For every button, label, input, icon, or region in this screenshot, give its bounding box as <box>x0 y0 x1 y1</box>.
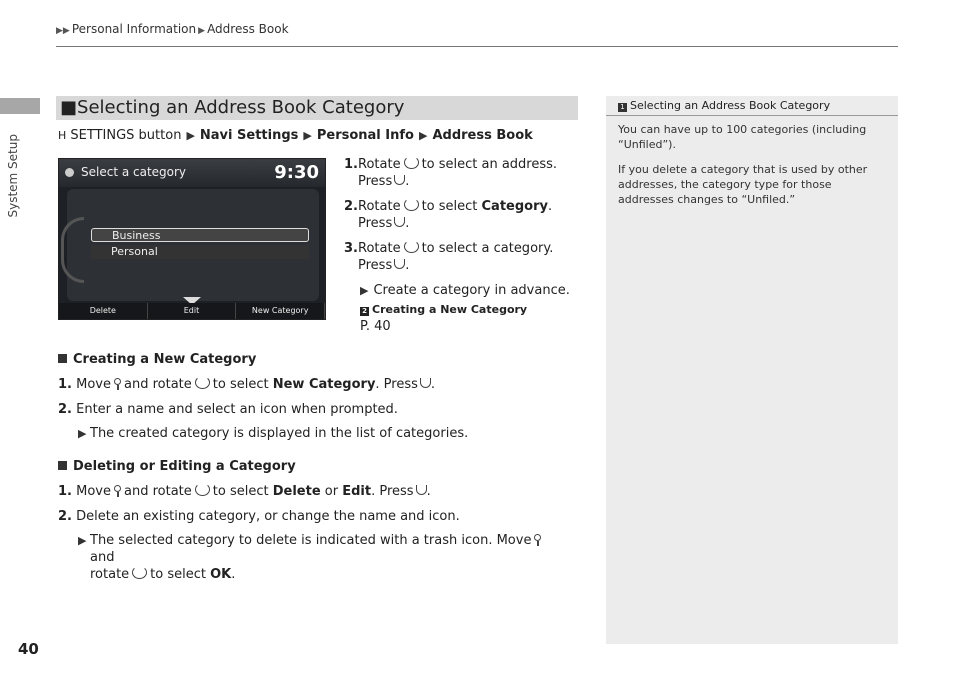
text: and rotate <box>124 377 192 392</box>
text: Move <box>76 484 111 499</box>
text: to select <box>150 567 206 582</box>
press-icon <box>394 175 405 185</box>
text: and rotate <box>124 484 192 499</box>
xref-text: Creating a New Category <box>372 303 528 316</box>
rotate-knob-icon <box>404 156 419 169</box>
step-number: 1. <box>58 377 72 392</box>
breadcrumb-item-address-book[interactable]: Address Book <box>207 22 289 36</box>
note-number-icon: 1 <box>618 103 627 112</box>
rotate-knob-icon <box>404 198 419 211</box>
arrow-icon: ▶ <box>303 129 312 142</box>
path-start: SETTINGS button <box>70 128 182 143</box>
screen-item-business[interactable]: Business <box>91 228 309 242</box>
arrow-icon: ▶ <box>360 284 369 297</box>
text: The created category is displayed in the list of categories. <box>90 426 469 441</box>
creating-line-2 <box>58 401 558 418</box>
text: to select <box>212 377 269 392</box>
bold-text: New Category <box>272 377 376 392</box>
square-icon: ■ <box>60 97 78 118</box>
bold-text: Edit <box>342 484 372 499</box>
sidebar-tab-marker <box>0 98 40 114</box>
nav-screen-image <box>58 158 326 320</box>
deleting-heading-text: Deleting or Editing a Category <box>73 459 296 474</box>
square-bullet-icon <box>58 354 67 363</box>
text: The selected category to delete is indicated with a trash icon. Move <box>90 533 532 548</box>
joystick-icon <box>114 378 121 390</box>
creating-sub <box>58 425 558 442</box>
screen-new-category-button[interactable]: New Category <box>236 303 325 319</box>
step-number: 1. <box>344 157 358 172</box>
sidebar-label: System Setup <box>6 134 20 218</box>
path-navi-settings: Navi Settings <box>199 128 299 143</box>
arrow-icon: ▶ <box>78 427 87 440</box>
bold-text: Delete <box>272 484 321 499</box>
joystick-icon <box>114 485 121 497</box>
screen-title: Select a category <box>81 165 187 179</box>
step-bold: Category <box>481 199 548 214</box>
text: . Press <box>371 484 414 499</box>
square-bullet-icon <box>58 461 67 470</box>
section-title <box>56 96 578 120</box>
step-text: Press <box>358 258 393 273</box>
side-note-heading <box>606 96 898 116</box>
step-number: 2. <box>58 402 72 417</box>
step-number: 1. <box>58 484 72 499</box>
path-address-book: Address Book <box>432 128 533 143</box>
text: Enter a name and select an icon when prompted. <box>76 402 398 417</box>
screen-bottom-bar <box>59 303 325 319</box>
rotate-knob-icon <box>195 376 210 389</box>
creating-body <box>58 376 558 442</box>
cross-reference-link[interactable] <box>360 301 578 318</box>
step-2: 2. Rotate to select Category. Press . <box>344 199 553 231</box>
screen-title-bar <box>59 159 325 187</box>
page-number: 40 <box>18 640 39 658</box>
text: Delete an existing category, or change the name and icon. <box>76 509 460 524</box>
dial-arc-icon <box>61 217 84 283</box>
screen-clock: 9:30 <box>274 162 319 183</box>
step-text: Press <box>358 216 393 231</box>
press-icon <box>394 217 405 227</box>
home-icon: H <box>58 129 67 142</box>
arrow-icon: ▶ <box>418 129 428 142</box>
header-rule <box>56 46 898 47</box>
note-text: Create a category in advance. <box>373 283 570 298</box>
arrow-icon: ▶ <box>186 129 195 142</box>
text: Move <box>76 377 111 392</box>
side-head-text: Selecting an Address Book Category <box>630 99 831 112</box>
joystick-icon <box>534 534 541 546</box>
xref-page[interactable]: P. 40 <box>360 319 391 334</box>
step-number: 3. <box>344 241 358 256</box>
rotate-knob-icon <box>404 240 419 253</box>
creating-line-1: 1. Move and rotate to select New Category. Press . <box>58 377 436 392</box>
creating-heading <box>58 352 256 367</box>
step-number: 2. <box>58 509 72 524</box>
press-icon <box>416 485 427 495</box>
step-text: to select a category. <box>421 241 554 256</box>
triangle-icon: ▶ <box>198 26 206 36</box>
deleting-body <box>58 483 558 583</box>
text: or <box>324 484 339 499</box>
deleting-heading <box>58 459 296 474</box>
step-note <box>344 282 578 299</box>
step-text: Press <box>358 174 393 189</box>
step-text: Rotate <box>358 157 401 172</box>
deleting-line-2 <box>58 508 558 525</box>
step-text: Rotate <box>358 241 401 256</box>
screen-item-personal[interactable]: Personal <box>91 245 309 259</box>
press-icon <box>394 259 405 269</box>
text: and <box>90 550 115 565</box>
step-3: 3. Rotate to select a category. Press . <box>344 241 554 273</box>
breadcrumb <box>56 22 289 36</box>
step-text: to select an address. <box>421 157 558 172</box>
cross-reference-icon: 2 <box>360 307 369 316</box>
deleting-line-1: 1. Move and rotate to select Delete or Edit. Press . <box>58 484 431 499</box>
section-title-text: Selecting an Address Book Category <box>77 97 405 118</box>
step-text: Rotate <box>358 199 401 214</box>
breadcrumb-item-personal-information[interactable]: Personal Information <box>71 22 197 36</box>
steps-list <box>344 156 578 335</box>
text: to select <box>212 484 269 499</box>
deleting-sub: ▶ The selected category to delete is indicated with a trash icon. Moveand rotate to select OK. <box>58 532 558 583</box>
menu-path <box>58 128 533 143</box>
text: . Press <box>375 377 418 392</box>
sidebar <box>0 98 40 218</box>
step-1: 1. Rotate to select an address. Press . <box>344 157 558 189</box>
bold-text: OK <box>210 567 232 582</box>
side-notes <box>606 96 898 644</box>
screen-delete-button[interactable]: Delete <box>59 303 148 319</box>
screen-edit-button[interactable]: Edit <box>148 303 237 319</box>
arrow-icon: ▶ <box>78 534 87 547</box>
press-icon <box>420 378 431 388</box>
creating-heading-text: Creating a New Category <box>73 352 257 367</box>
rotate-knob-icon <box>132 566 147 579</box>
triangle-icon: ▶▶ <box>56 26 70 36</box>
text: rotate <box>90 567 130 582</box>
side-note-paragraph-1: You can have up to 100 categories (including “Unfiled”). <box>618 123 867 151</box>
step-text: to select <box>421 199 478 214</box>
path-personal-info: Personal Info <box>316 128 414 143</box>
gear-icon <box>65 168 74 177</box>
side-note-paragraph-2: If you delete a category that is used by other addresses, the category type for those addresses changes to “Unfiled.” <box>618 163 868 206</box>
rotate-knob-icon <box>195 483 210 496</box>
step-number: 2. <box>344 199 358 214</box>
